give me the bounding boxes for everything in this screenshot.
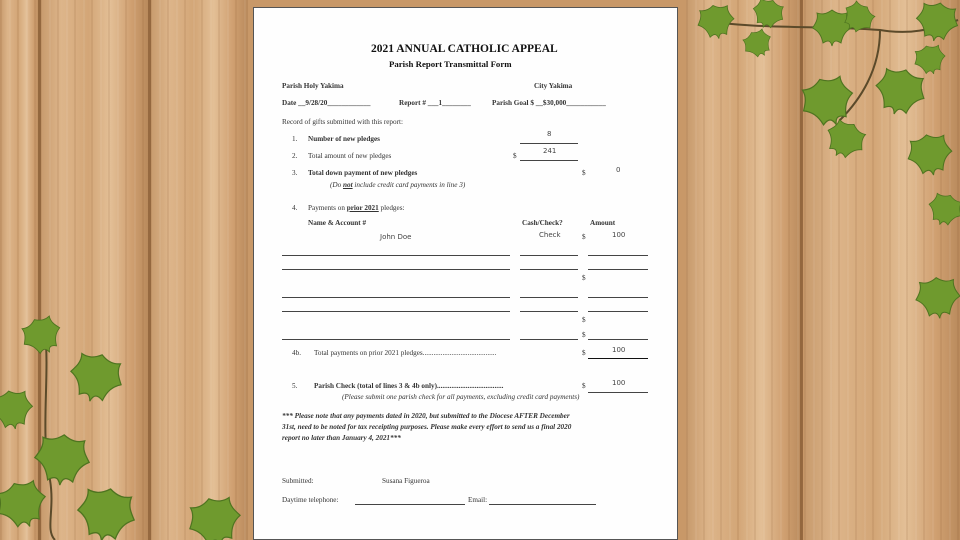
ivy-leaf-icon — [911, 42, 949, 78]
ivy-leaf-icon — [65, 348, 128, 408]
submitted-value: Susana Figueroa — [382, 477, 430, 485]
item-number: 3. — [292, 169, 298, 177]
ivy-leaf-icon — [913, 0, 960, 45]
date-field: Date __9/28/20____________ — [282, 99, 371, 107]
report-number-field: Report # ___1________ — [399, 99, 471, 107]
ivy-leaf-icon — [33, 433, 92, 488]
ivy-leaf-icon — [748, 0, 787, 33]
prior-payments-heading: Payments on prior 2021 pledges: — [308, 204, 405, 212]
ivy-leaf-icon — [870, 64, 930, 121]
form-subtitle: Parish Report Transmittal Form — [389, 59, 512, 69]
table-line — [282, 339, 510, 340]
ivy-leaf-icon — [819, 115, 871, 166]
email-label: Email: — [468, 496, 488, 504]
phone-label: Daytime telephone: — [282, 496, 339, 504]
ivy-leaf-icon — [924, 190, 960, 231]
col-method-header: Cash/Check? — [522, 219, 563, 227]
ivy-leaf-icon — [739, 25, 777, 62]
table-line — [282, 269, 510, 270]
table-line — [282, 311, 510, 312]
dollar-sign: $ — [582, 349, 586, 357]
dollar-sign: $ — [582, 382, 586, 390]
item-number: 4. — [292, 204, 298, 212]
table-line — [520, 311, 578, 312]
ivy-leaf-icon — [0, 475, 53, 535]
total-prior-label: Total payments on prior 2021 pledges......................................... — [314, 349, 497, 357]
answer-line — [588, 358, 648, 359]
record-heading: Record of gifts submitted with this report: — [282, 118, 403, 126]
dollar-sign: $ — [582, 169, 586, 177]
parish-check-note: (Please submit one parish check for all payments, excluding credit card payments) — [342, 393, 580, 401]
table-line — [588, 255, 648, 256]
table-line — [520, 297, 578, 298]
phone-line — [355, 504, 465, 505]
answer-line — [520, 160, 578, 161]
table-line — [588, 311, 648, 312]
dollar-sign: $ — [582, 233, 586, 241]
total-prior-value: 100 — [612, 346, 626, 354]
form-document — [253, 7, 678, 540]
parish-check-label: Parish Check (total of lines 3 & 4b only)..................................... — [314, 382, 504, 390]
submitted-label: Submitted: — [282, 477, 314, 485]
note-line-2: 31st, need to be noted for tax receipting purposes. Please make every effort to send us a final 2020 — [282, 423, 572, 431]
table-line — [520, 269, 578, 270]
ivy-leaf-icon — [73, 484, 138, 540]
table-line — [520, 339, 578, 340]
item-number: 2. — [292, 152, 298, 160]
email-line — [489, 504, 596, 505]
total-pledged-label: Total amount of new pledges — [308, 152, 392, 160]
new-pledges-label: Number of new pledges — [308, 135, 380, 143]
ivy-leaf-icon — [0, 387, 36, 432]
ivy-leaf-icon — [184, 492, 247, 540]
table-line — [588, 339, 648, 340]
table-line — [588, 269, 648, 270]
dollar-sign: $ — [582, 316, 586, 324]
ivy-leaf-icon — [795, 71, 860, 134]
ivy-leaf-icon — [17, 311, 68, 360]
parish-check-value: 100 — [612, 379, 626, 387]
dollar-sign: $ — [582, 331, 586, 339]
ivy-leaf-icon — [914, 276, 960, 320]
answer-line — [520, 143, 578, 144]
dollar-sign: $ — [582, 274, 586, 282]
form-title: 2021 ANNUAL CATHOLIC APPEAL — [371, 43, 558, 55]
item-number: 5. — [292, 382, 298, 390]
table-line — [282, 297, 510, 298]
table-line — [282, 255, 510, 256]
note-line-1: *** Please note that any payments dated in 2020, but submitted to the Diocese AFTER December — [282, 412, 570, 420]
parish-goal-field: Parish Goal $ __$30,000___________ — [492, 99, 606, 107]
dollar-sign: $ — [513, 152, 517, 160]
new-pledges-value: 8 — [547, 130, 552, 138]
payment-amount: 100 — [612, 231, 626, 239]
down-payment-label: Total down payment of new pledges — [308, 169, 418, 177]
note-line-3: report no later than January 4, 2021*** — [282, 434, 401, 442]
payment-name: John Doe — [380, 233, 412, 241]
city-field: City Yakima — [534, 82, 573, 90]
table-line — [520, 255, 578, 256]
col-amount-header: Amount — [590, 219, 616, 227]
ivy-leaf-icon — [905, 131, 956, 179]
ivy-leaf-icon — [695, 2, 737, 41]
total-pledged-value: 241 — [543, 147, 557, 155]
down-payment-value: 0 — [616, 166, 621, 174]
ivy-leaf-icon — [813, 10, 852, 46]
item-number: 1. — [292, 135, 298, 143]
item-number: 4b. — [292, 349, 301, 357]
col-name-header: Name & Account # — [308, 219, 367, 227]
down-payment-note: (Do not include credit card payments in line 3) — [330, 181, 466, 189]
table-line — [588, 297, 648, 298]
parish-field: Parish Holy Yakima — [282, 82, 344, 90]
answer-line — [588, 392, 648, 393]
payment-method: Check — [539, 231, 561, 239]
